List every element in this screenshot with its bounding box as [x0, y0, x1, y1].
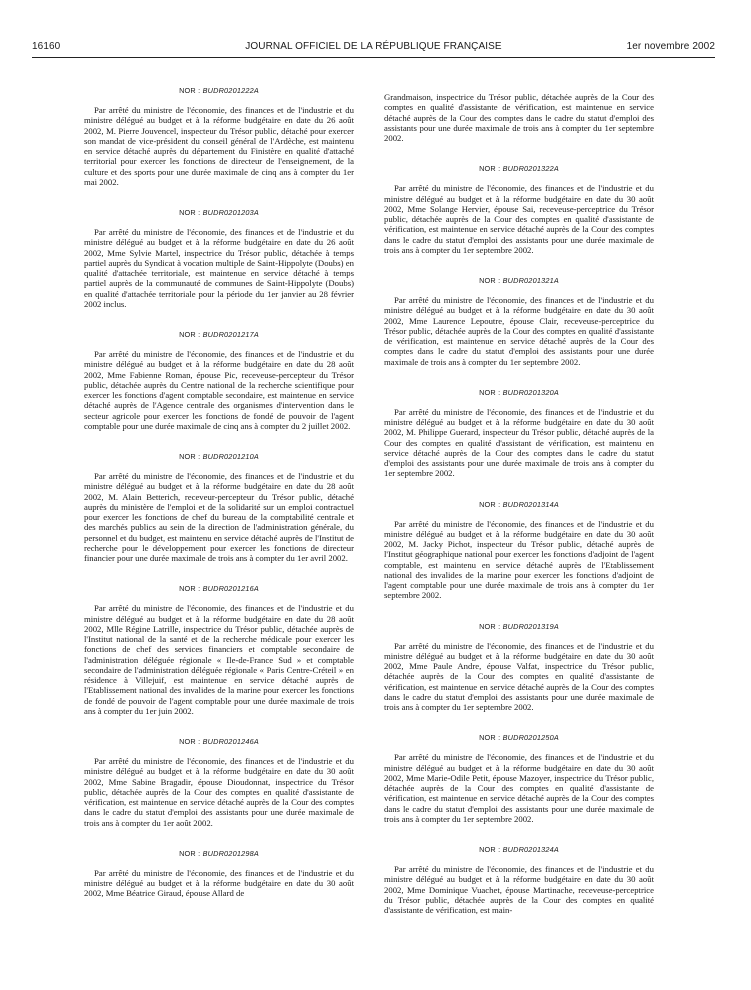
- decree-text: Par arrêté du ministre de l'économie, des finances et de l'industrie et du ministre délégué au budget et à la réforme budgétaire en date du 28 août 2002, Mlle Régine Latrille, inspectrice du Trésor public, détachée auprès de l'Institut national de la santé et de la recherche médicale pour exercer les fonctions de chef des services financiers et comptable secondaire de l'administration déléguée régionale « Ile-de-France Sud » et comptable secondaire de l'administration déléguée régionale « Paris Centre-Créteil » en résidence à Villejuif, est maintenue en service détaché auprès de l'Etablissement national des invalides de la marine pour exercer les fonctions de fondé de pouvoir de l'agent comptable pour une durée maximale de trois ans à compter du 1er juin 2002.: [84, 603, 354, 716]
- decree-entry: [84, 208, 354, 309]
- decree-entry: [84, 452, 354, 563]
- decree-text: Par arrêté du ministre de l'économie, des finances et de l'industrie et du ministre délégué au budget et à la réforme budgétaire en date du 30 août 2002, Mme Solange Hervier, épouse Sai, receveuse-perceptrice du Trésor public, détachée auprès de la Cour des comptes en qualité d'assistante de vérification, est maintenue en service détaché auprès de la Cour des comptes dans le cadre du statut d'emploi des assistants pour une durée maximale de trois ans à compter du 1er septembre 2002.: [384, 183, 654, 255]
- decree-text: Par arrêté du ministre de l'économie, des finances et de l'industrie et du ministre délégué au budget et à la réforme budgétaire en date du 26 août 2002, Mme Sylvie Martel, inspectrice du Trésor public, détachée à temps partiel auprès du Syndicat à vocation multiple de Saint-Hippolyte (Doubs) en qualité d'attachée territoriale, est maintenue en service détaché à temps partiel auprès de la communauté de communes de Saint-Hippolyte (Doubs) en qualité d'attachée territoriale pour la période du 1er janvier au 28 février 2002 inclus.: [84, 227, 354, 309]
- decree-text: Par arrêté du ministre de l'économie, des finances et de l'industrie et du ministre délégué au budget et à la réforme budgétaire en date du 28 août 2002, M. Alain Betterich, receveur-percepteur du Trésor public, détaché auprès du ministère de l'emploi et de la solidarité sur un emploi contractuel pour exercer les fonctions de chef du bureau de la comptabilité centrale et des marchés publics au sein de la direction de l'administration générale, du personnel et du budget, est maintenu en service détaché auprès de l'Institut de recherche pour le développement pour exercer les fonctions de directeur financier pour une durée maximale de trois ans à compter du 1er avril 2002.: [84, 471, 354, 563]
- page-number: 16160: [32, 41, 61, 52]
- nor-reference: NOR : BUDR0201203A: [179, 208, 259, 217]
- decree-text: Par arrêté du ministre de l'économie, des finances et de l'industrie et du ministre délégué au budget et à la réforme budgétaire en date du 30 août 2002, Mme Laurence Lepoutre, épouse Clair, receveuse-perceptrice du Trésor public, détachée auprès de la Cour des comptes en qualité d'assistante de vérification, est maintenue en service détaché auprès de la Cour des comptes dans le cadre du statut d'emploi des assistants pour une durée maximale de trois ans à compter du 1er septembre 2002.: [384, 295, 654, 367]
- decree-text: Par arrêté du ministre de l'économie, des finances et de l'industrie et du ministre délégué au budget et à la réforme budgétaire en date du 30 août 2002, Mme Béatrice Giraud, épouse Allard de: [84, 867, 354, 899]
- journal-title: JOURNAL OFFICIEL DE LA RÉPUBLIQUE FRANÇAISE: [245, 41, 502, 52]
- decree-entry: [84, 86, 354, 187]
- decree-text: Grandmaison, inspectrice du Trésor public, détachée auprès de la Cour des comptes en qualité d'assistante de vérification, est maintenue en service détaché auprès de la Cour des comptes dans le cadre du statut d'emploi des assistants pour une durée maximale de trois ans à compter du 1er septembre 2002.: [384, 92, 654, 143]
- nor-reference: NOR : BUDR0201250A: [479, 733, 559, 743]
- left-column: [84, 86, 354, 920]
- nor-reference: NOR : BUDR0201320A: [479, 387, 559, 397]
- decree-entry: [384, 733, 654, 824]
- decree-text: Par arrêté du ministre de l'économie, des finances et de l'industrie et du ministre délégué au budget et à la réforme budgétaire en date du 28 août 2002, Mme Fabienne Roman, épouse Pic, receveuse-percepteur du Trésor public, détachée auprès du Centre national de la recherche scientifique pour exercer les fonctions d'agent comptable secondaire, est maintenue en service détaché auprès de l'Agence centrale des organismes d'intervention dans le secteur agricole pour exercer les fonctions de fondé de pouvoir de l'agent comptable pour une durée maximale de cinq ans à compter du 2 juillet 2002.: [84, 349, 354, 431]
- nor-reference: NOR : BUDR0201319A: [479, 621, 559, 631]
- issue-date: 1er novembre 2002: [626, 41, 715, 52]
- page-header: [32, 41, 715, 55]
- decree-text: Par arrêté du ministre de l'économie, des finances et de l'industrie et du ministre délégué au budget et à la réforme budgétaire en date du 30 août 2002, Mme Marie-Odile Petit, épouse Mazoyer, inspectrice du Trésor public, détachée auprès de la Cour des comptes en qualité d'assistante de vérification, est maintenue en service détaché auprès de la Cour des comptes dans le cadre du statut d'emploi des assistants pour une durée maximale de trois ans à compter du 1er septembre 2002.: [384, 752, 654, 824]
- decree-entry: [84, 737, 354, 828]
- nor-reference: NOR : BUDR0201324A: [479, 845, 559, 854]
- decree-entry-continued: [384, 92, 654, 143]
- decree-entry: [384, 276, 654, 367]
- nor-reference: NOR : BUDR0201314A: [479, 499, 559, 509]
- decree-text: Par arrêté du ministre de l'économie, des finances et de l'industrie et du ministre délégué au budget et à la réforme budgétaire en date du 30 août 2002, M. Philippe Guerard, inspecteur du Trésor public, détaché auprès de la Cour des comptes en qualité d'assistant de vérification, est maintenu en service détaché auprès de la Cour des comptes dans le cadre du statut d'emploi des assistants pour une durée maximale de trois ans à compter du 1er septembre 2002.: [384, 406, 654, 479]
- nor-reference: NOR : BUDR0201210A: [179, 452, 259, 461]
- decree-text: Par arrêté du ministre de l'économie, des finances et de l'industrie et du ministre délégué au budget et à la réforme budgétaire en date du 26 août 2002, M. Pierre Jouvencel, inspecteur du Trésor public, détaché pour exercer son mandat de vice-président du conseil général de l'Ardèche, est maintenu en service détaché auprès du département du Finistère en qualité d'attaché territorial pour exercer les fonctions de directeur de l'enseignement, de la culture et des sports pour une durée maximale de cinq ans à compter du 1er mai 2002.: [84, 105, 354, 187]
- decree-text: Par arrêté du ministre de l'économie, des finances et de l'industrie et du ministre délégué au budget et à la réforme budgétaire en date du 30 août 2002, Mme Dominique Vuachet, épouse Martinache, receveuse-perceptrice du Trésor public, détachée auprès de la Cour des comptes en qualité d'assistante de vérification, est main-: [384, 864, 654, 915]
- decree-entry: [384, 164, 654, 255]
- decree-entry: [384, 388, 654, 479]
- decree-text: Par arrêté du ministre de l'économie, des finances et de l'industrie et du ministre délégué au budget et à la réforme budgétaire en date du 30 août 2002, Mme Paule Andre, épouse Valfat, inspectrice du Trésor public, détachée auprès de la Cour des comptes en qualité d'assistante de vérification, est maintenue en service détaché auprès de la Cour des comptes dans le cadre du statut d'emploi des assistants pour une durée maximale de trois ans à compter du 1er septembre 2002.: [384, 640, 654, 712]
- nor-reference: NOR : BUDR0201222A: [179, 86, 259, 95]
- decree-text: Par arrêté du ministre de l'économie, des finances et de l'industrie et du ministre délégué au budget et à la réforme budgétaire en date du 30 août 2002, Mme Sabine Bragadir, épouse Dioudonnat, inspectrice du Trésor public, détachée auprès de la Cour des comptes en qualité d'assistante de vérification, est maintenue en service détaché auprès de la Cour des comptes dans le cadre du statut d'emploi des assistants pour une durée maximale de trois ans à compter du 1er août 2002.: [84, 756, 354, 828]
- decree-entry: [84, 330, 354, 431]
- right-column: [384, 92, 654, 936]
- header-rule: [32, 57, 715, 58]
- decree-entry: [84, 849, 354, 899]
- decree-entry: [384, 500, 654, 601]
- decree-entry: [84, 584, 354, 716]
- decree-entry: [384, 845, 654, 915]
- nor-reference: NOR : BUDR0201298A: [179, 848, 259, 858]
- nor-reference: NOR : BUDR0201217A: [179, 330, 259, 339]
- nor-reference: NOR : BUDR0201246A: [179, 737, 259, 746]
- decree-text: Par arrêté du ministre de l'économie, des finances et de l'industrie et du ministre délégué au budget et à la réforme budgétaire en date du 30 août 2002, M. Jacky Pichot, inspecteur du Trésor public, détaché auprès de l'Institut géographique national pour exercer les fonctions d'adjoint de l'agent comptable, est maintenu en service détaché auprès de l'Etablissement national des invalides de la marine pour exercer les fonctions d'adjoint de l'agent comptable pour une durée maximale de trois ans à compter du 1er septembre 2002.: [384, 518, 654, 601]
- decree-entry: [384, 622, 654, 713]
- nor-reference: NOR : BUDR0201322A: [479, 164, 559, 174]
- nor-reference: NOR : BUDR0201321A: [479, 276, 559, 285]
- nor-reference: NOR : BUDR0201216A: [179, 584, 259, 594]
